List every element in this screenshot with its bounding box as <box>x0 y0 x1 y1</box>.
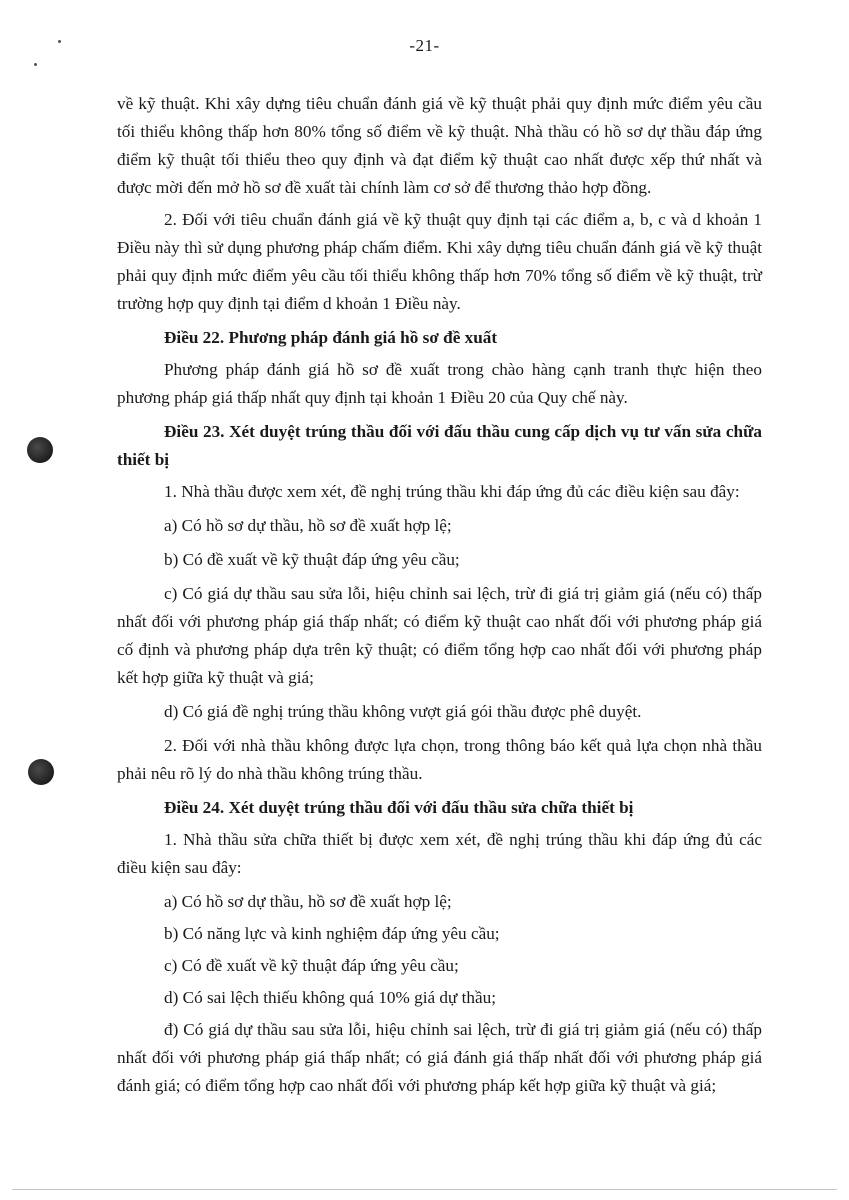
article-24-item-a: a) Có hồ sơ dự thầu, hồ sơ đề xuất hợp lệ; <box>164 892 452 911</box>
article-24-heading: Điều 24. Xét duyệt trúng thầu đối với đấu thầu sửa chữa thiết bị <box>164 798 634 817</box>
article-22-body: Phương pháp đánh giá hồ sơ đề xuất trong chào hàng cạnh tranh thực hiện theo phương pháp giá thấp nhất quy định tại khoản 1 Điều 20 của Quy chế này. <box>117 360 762 407</box>
article-24-item-b: b) Có năng lực và kinh nghiệm đáp ứng yêu cầu; <box>164 924 500 943</box>
article-23-clause-2: 2. Đối với nhà thầu không được lựa chọn, trong thông báo kết quả lựa chọn nhà thầu phải nêu rõ lý do nhà thầu không trúng thầu. <box>117 736 762 783</box>
scan-bottom-edge <box>12 1189 837 1190</box>
paragraph-continuation: về kỹ thuật. Khi xây dựng tiêu chuẩn đánh giá về kỹ thuật phải quy định mức điểm yêu cầu tối thiểu không thấp hơn 80% tổng số điểm về kỹ thuật. Nhà thầu có hồ sơ dự thầu đáp ứng điểm kỹ thuật tối thiểu theo quy định và đạt điểm kỹ thuật cao nhất được xếp thứ nhất và được mời đến mở hồ sơ đề xuất tài chính làm cơ sở để thương thảo hợp đồng. <box>117 94 762 197</box>
article-23-clause-1: 1. Nhà thầu được xem xét, đề nghị trúng thầu khi đáp ứng đủ các điều kiện sau đây: <box>164 482 740 501</box>
punch-hole-top <box>27 437 53 463</box>
article-23-heading: Điều 23. Xét duyệt trúng thầu đối với đấu thầu cung cấp dịch vụ tư vấn sửa chữa thiết bị <box>117 422 762 469</box>
article-23-item-a: a) Có hồ sơ dự thầu, hồ sơ đề xuất hợp lệ; <box>164 516 452 535</box>
scan-speck <box>58 40 61 43</box>
article-24-item-d: d) Có sai lệch thiếu không quá 10% giá dự thầu; <box>164 988 496 1007</box>
paragraph-clause-2: 2. Đối với tiêu chuẩn đánh giá về kỹ thuật quy định tại các điểm a, b, c và d khoản 1 Điều này thì sử dụng phương pháp chấm điểm. Khi xây dựng tiêu chuẩn đánh giá về kỹ thuật phải quy định mức điểm yêu cầu tối thiểu không thấp hơn 70% tổng số điểm về kỹ thuật, trừ trường hợp quy định tại điểm d khoản 1 Điều này. <box>117 210 762 313</box>
article-23-item-c: c) Có giá dự thầu sau sửa lỗi, hiệu chỉnh sai lệch, trừ đi giá trị giảm giá (nếu có) thấp nhất đối với phương pháp giá thấp nhất; có điểm kỹ thuật cao nhất đối với phương pháp giá cố định và phương pháp dựa trên kỹ thuật; có điểm tổng hợp cao nhất đối với phương pháp kết hợp giữa kỹ thuật và giá; <box>117 584 762 687</box>
article-24-clause-1: 1. Nhà thầu sửa chữa thiết bị được xem xét, đề nghị trúng thầu khi đáp ứng đủ các điều kiện sau đây: <box>117 830 762 877</box>
punch-hole-bottom <box>28 759 54 785</box>
article-23-item-d: d) Có giá đề nghị trúng thầu không vượt giá gói thầu được phê duyệt. <box>164 702 642 721</box>
article-22-heading: Điều 22. Phương pháp đánh giá hồ sơ đề xuất <box>164 328 498 347</box>
page-number: -21- <box>409 36 440 55</box>
article-24-item-c: c) Có đề xuất về kỹ thuật đáp ứng yêu cầu; <box>164 956 459 975</box>
article-23-item-b: b) Có đề xuất về kỹ thuật đáp ứng yêu cầu; <box>164 550 460 569</box>
document-body <box>117 90 762 1100</box>
scan-speck <box>34 63 37 66</box>
article-24-item-dd: đ) Có giá dự thầu sau sửa lỗi, hiệu chỉnh sai lệch, trừ đi giá trị giảm giá (nếu có) thấp nhất đối với phương pháp giá thấp nhất; có giá đánh giá thấp nhất đối với phương pháp giá đánh giá; có điểm tổng hợp cao nhất đối với phương pháp kết hợp giữa kỹ thuật và giá; <box>117 1020 762 1095</box>
